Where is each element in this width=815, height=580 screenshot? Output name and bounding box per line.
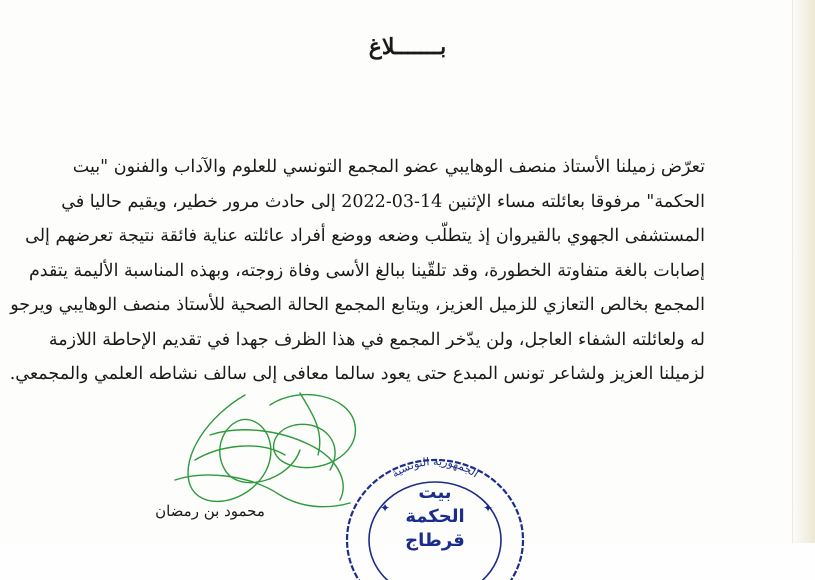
- official-stamp: [340, 440, 530, 580]
- document-title: بـــــــلاغ: [368, 34, 447, 60]
- signatory-name: محمود بن رمضان: [155, 502, 265, 520]
- stamp-ring-text: الجمهورية التونسية: [389, 454, 481, 481]
- body-line: لزميلنا العزيز ولشاعر تونس المبدع حتى يعود سالما معافى إلى سالف نشاطه العلمي والمجمعي.: [9, 364, 705, 384]
- page-edge: [792, 0, 815, 543]
- stamp-star-icon: ✦: [483, 501, 494, 515]
- stamp-line-1: بيت: [418, 482, 452, 503]
- body-line: له ولعائلته الشفاء العاجل، ولن يدّخر المجمع في هذا الظرف جهدا في تقديم الإحاطة اللازمة: [48, 329, 705, 350]
- stamp-line-3: قرطاج: [405, 530, 465, 551]
- body-line: الحكمة" مرفوقا بعائلته مساء الإثنين 14-03-2022 إلى حادث مرور خطير، ويقيم حاليا في: [61, 191, 705, 212]
- body-line: تعرّض زميلنا الأستاذ منصف الوهايبي عضو المجمع التونسي للعلوم والآداب والفنون "بيت: [72, 157, 705, 177]
- body-line: المستشفى الجهوي بالقيروان إذ يتطلّب وضعه ووضع أفراد عائلته عناية فائقة نتيجة تعرضهم إلى: [25, 226, 705, 246]
- body-line: إصابات بالغة متفاوتة الخطورة، وقد تلقّينا ببالغ الأسى وفاة زوجته، وبهذه المناسبة الأليمة يتقدم: [28, 260, 705, 281]
- stamp-line-2: الحكمة: [405, 506, 465, 527]
- stamp-star-icon: ✦: [380, 501, 391, 515]
- body-line: المجمع بخالص التعازي للزميل العزيز، ويتابع المجمع الحالة الصحية للأستاذ منصف الوهايبي ويرجو: [10, 295, 705, 315]
- announcement-body: [9, 150, 705, 392]
